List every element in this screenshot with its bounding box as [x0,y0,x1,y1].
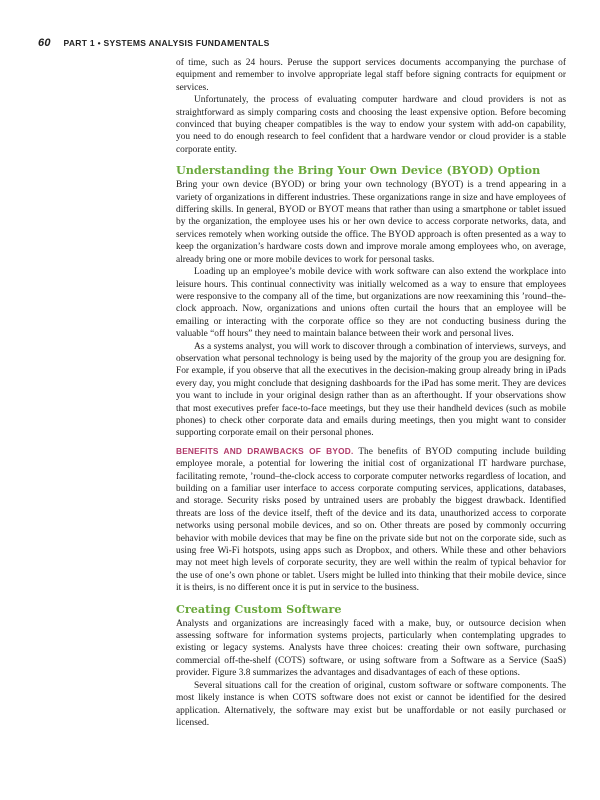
part-label: PART 1 • SYSTEMS ANALYSIS FUNDAMENTALS [63,38,270,48]
paragraph-hardware-evaluation: Unfortunately, the process of evaluating computer hardware and cloud providers is not as straightforward as simply comparing costs and choosing the least expensive option. Before becoming convinced that buying cheaper compatibles is the way to endow your system with add-on capability, you need to do enough research to feel confident that a hardware vendor or cloud provider is a stable corporate entity. [176,95,566,155]
paragraph-byod-benefits [176,445,566,595]
paragraph-custom-intro: Analysts and organizations are increasingly faced with a make, buy, or outsource decision when assessing software for information systems projects, particularly when contemplating upgrades to existing or legacy systems. Analysts have three choices: creating their own software, purchasing commercial off-the-shelf (COTS) software, or using software from a Software as a Service (SaaS) provider. Figure 3.8 summarizes the advantages and disadvantages of each of these options. [176,618,566,679]
running-head [38,37,270,49]
page-number: 60 [38,37,51,49]
section-heading-byod: Understanding the Bring Your Own Device (BYOD) Option [176,163,541,178]
paragraph-byod-leisure: Loading up an employee’s mobile device with work software can also extend the workplace into leisure hours. This continual connectivity was initially welcomed as a way to ensure that employees were responsive to the company all of the time, but organizations are now reexamining this ’round–the-clock approach. Now, organizations and unions often curtail the hours that an employee will be emailing or interacting with the corporate office so they are not conducting business during the valuable “off hours” they need to maintain balance between their work and personal lives. [176,267,566,340]
benefits-text: The benefits of BYOD computing include building employee morale, a potential for lowering the initial cost of organizational IT hardware purchase, facilitating remote, ’round–the-clock access to corporate computer networks regardless of location, and building on a familiar user interface to access corporate computing services, applications, databases, and storage. Security risks posed by untrained users are probably the biggest drawback. Identified threats are loss of the device itself, theft of the device and its data, unauthorized access to corporate networks using personal mobile devices, and so on. Other threats are posed by commonly occurring behavior with mobile devices that may be fine on the private side but not on the corporate side, such as using free Wi-Fi hotspots, using apps such as Dropbox, and others. While these and other behaviors may not meet high levels of corporate security, they are well within the realm of typical behavior for the use of one’s own phone or tablet. Users might be lulled into thinking that their mobile device, since it is theirs, is no different once it is put in service to the business. [176,446,566,594]
paragraph-byod-intro: Bring your own device (BYOD) or bring your own technology (BYOT) is a trend appearing in a variety of organizations in different industries. These organizations range in size and have employees of differing skills. In general, BYOD or BYOT means that rather than using a smartphone or tablet issued by the organization, the employee uses his or her own device to access corporate networks, data, and services remotely when working outside the office. The BYOD approach is often presented as a way to keep the organization’s hardware costs down and improve morale among employees who, on average, already bring one or more mobile devices to work for personal tasks. [176,180,566,265]
run-in-heading-benefits: BENEFITS AND DRAWBACKS OF BYOD. [176,445,354,456]
page-body [176,57,566,729]
paragraph-byod-analyst: As a systems analyst, you will work to discover through a combination of interviews, surveys, and observation what personal technology is being used by the majority of the group you are designing for. For example, if you observe that all the executives in the decision-making group already bring in iPads every day, you might conclude that designing dashboards for the iPad has some merit. They are devices you want to include in your original design rather than as an afterthought. If your observations show that most executives prefer face-to-face meetings, but they use their handheld devices (such as mobile phones) to check other corporate data and emails during meetings, then you might want to consider supporting corporate email on their personal phones. [176,341,566,439]
paragraph-custom-situations: Several situations call for the creation of original, custom software or software components. The most likely instance is when COTS software does not exist or cannot be identified for the desired application. Alternatively, the software may exist but be unaffordable or not easily purchased or licensed. [176,680,566,728]
section-heading-custom-software: Creating Custom Software [176,601,342,616]
paragraph-continuation: of time, such as 24 hours. Peruse the support services documents accompanying the purchase of equipment and remember to involve appropriate legal staff before signing contracts for equipment or services. [176,58,566,93]
